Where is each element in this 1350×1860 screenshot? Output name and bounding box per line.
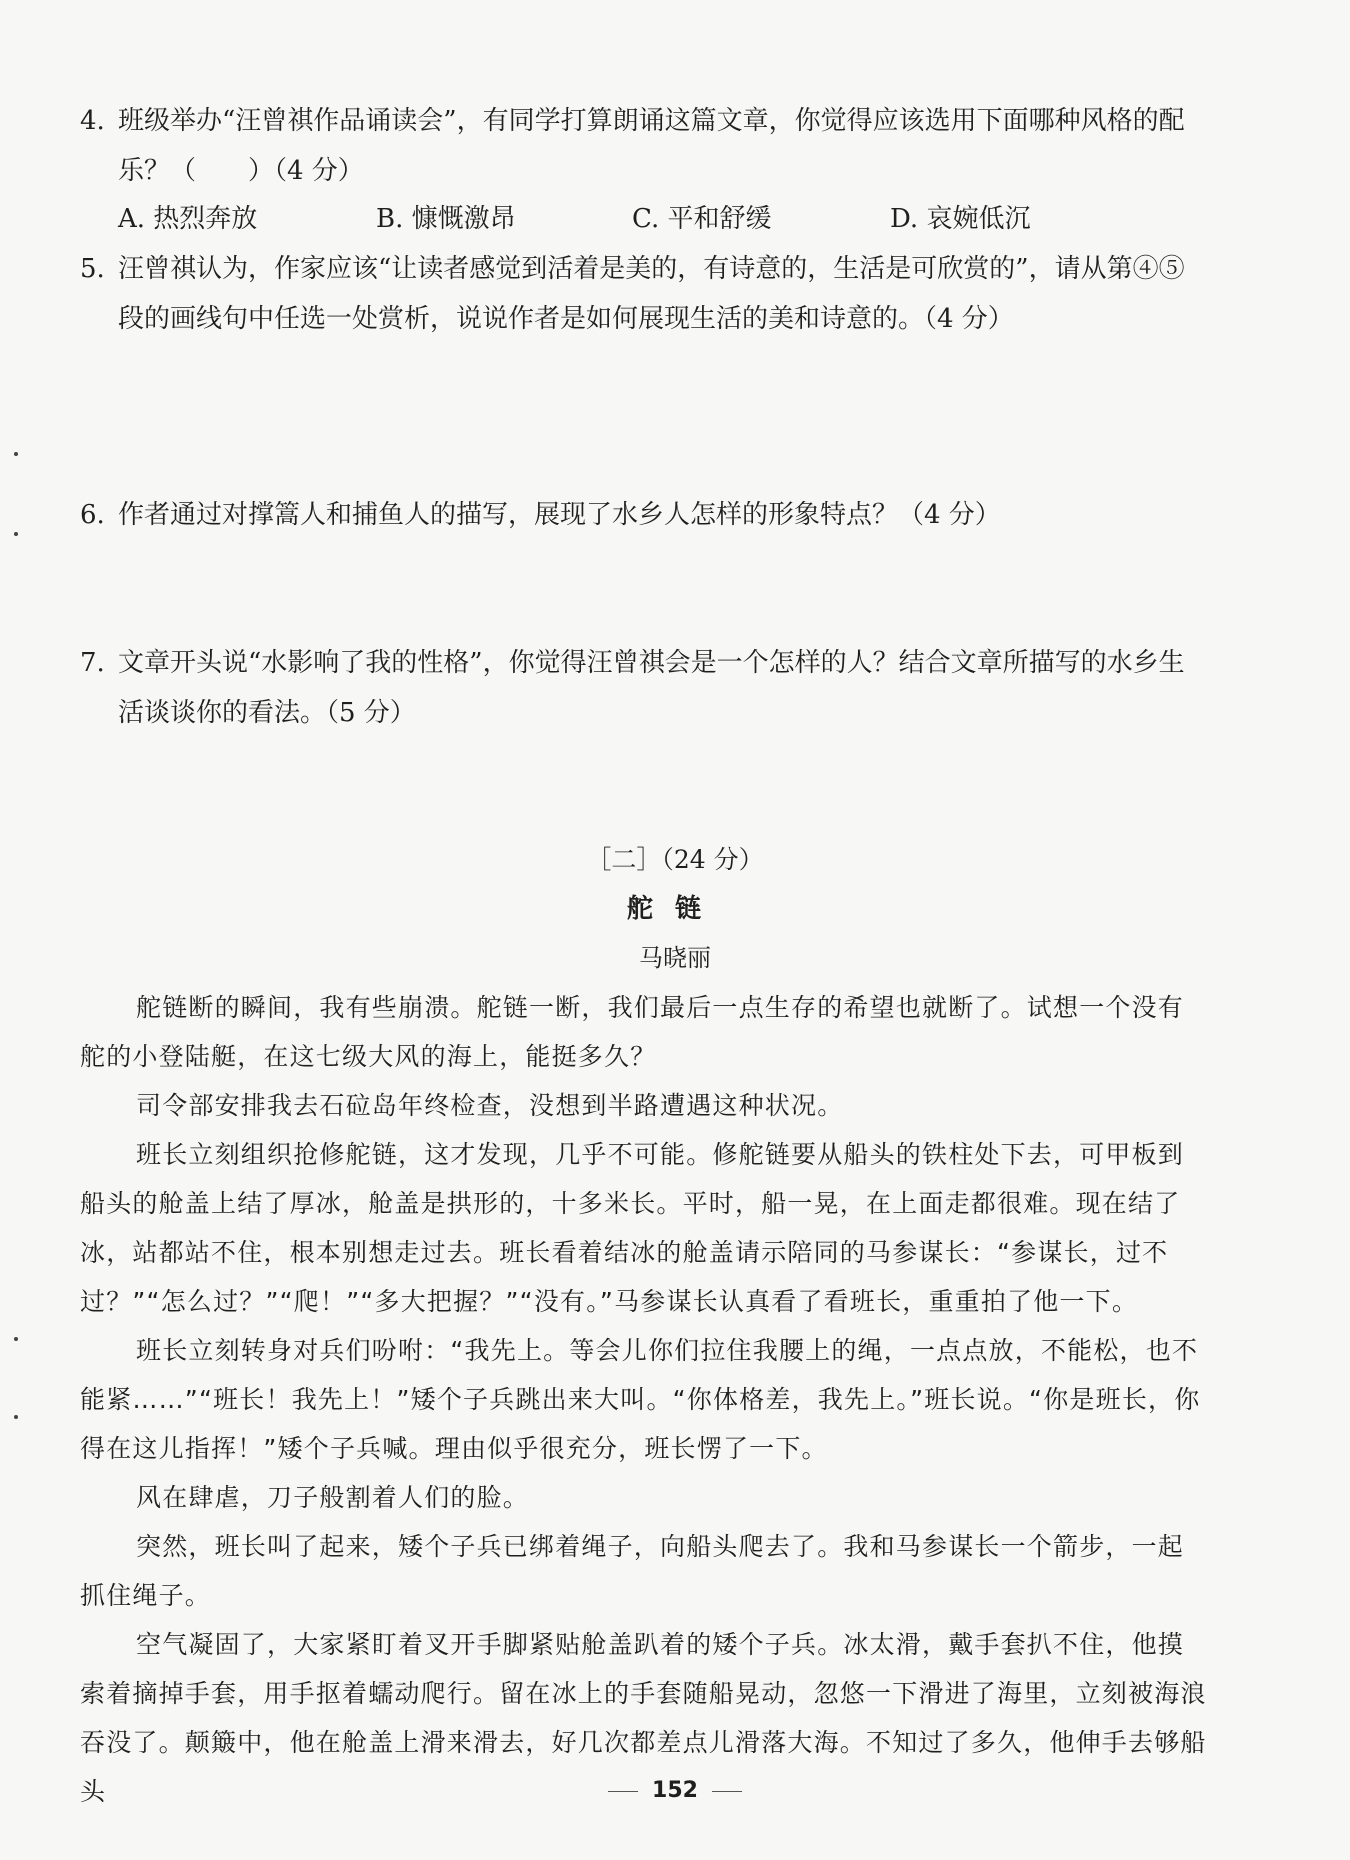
question-number: 6.	[80, 500, 105, 530]
footer-dash	[608, 1791, 638, 1792]
question-5	[80, 244, 1210, 344]
question-7	[80, 638, 1210, 738]
section-heading: ［二］（24 分）	[586, 845, 764, 874]
margin-mark	[14, 1337, 18, 1341]
question-text: 班级举办“汪曾祺作品诵读会”，有同学打算朗诵这篇文章，你觉得应该选用下面哪种风格的配乐？（ ）（4 分）	[118, 106, 1185, 186]
paragraph: 舵链断的瞬间，我有些崩溃。舵链一断，我们最后一点生存的希望也就断了。试想一个没有舵的小登陆艇，在这七级大风的海上，能挺多久？	[80, 993, 1185, 1071]
question-number: 7.	[80, 648, 105, 678]
paragraph: 风在肆虐，刀子般割着人们的脸。	[136, 1483, 530, 1512]
question-text: 作者通过对撑篙人和捕鱼人的描写，展现了水乡人怎样的形象特点？（4 分）	[118, 500, 1001, 530]
footer-dash	[712, 1791, 742, 1792]
question-number: 4.	[80, 106, 105, 136]
margin-mark	[14, 452, 18, 456]
paragraph: 突然，班长叫了起来，矮个子兵已绑着绳子，向船头爬去了。我和马参谋长一个箭步，一起抓住绳子。	[80, 1532, 1185, 1610]
page-number: 152	[652, 1778, 698, 1803]
answer-options	[118, 198, 1118, 238]
paragraph: 司令部安排我去石砬岛年终检查，没想到半路遭遇这种状况。	[136, 1091, 844, 1120]
option-d[interactable]: D. 哀婉低沉	[890, 204, 1031, 234]
question-text: 汪曾祺认为，作家应该“让读者感觉到活着是美的，有诗意的，生活是可欣赏的”，请从第④⑤段的画线句中任选一处赏析，说说作者是如何展现生活的美和诗意的。（4 分）	[118, 254, 1185, 334]
margin-mark	[14, 1415, 18, 1419]
paragraph: 空气凝固了，大家紧盯着叉开手脚紧贴舱盖趴着的矮个子兵。冰太滑，戴手套扒不住，他摸索着摘掉手套，用手抠着蠕动爬行。留在冰上的手套随船晃动，忽悠一下滑进了海里，立刻被海浪吞没了。颠簸中，他在舱盖上滑来滑去，好几次都差点儿滑落大海。不知过了多久，他伸手去够船头	[80, 1630, 1207, 1806]
question-text: 文章开头说“水影响了我的性格”，你觉得汪曾祺会是一个怎样的人？结合文章所描写的水乡生活谈谈你的看法。（5 分）	[118, 648, 1185, 728]
paragraph: 班长立刻组织抢修舵链，这才发现，几乎不可能。修舵链要从船头的铁柱处下去，可甲板到船头的舱盖上结了厚冰，舱盖是拱形的，十多米长。平时，船一晃，在上面走都很难。现在结了冰，站都站不住，根本别想走过去。班长看着结冰的舱盖请示陪同的马参谋长：“参谋长，过不过？”“怎么过？”“爬！”“多大把握？”“没有。”马参谋长认真看了看班长，重重拍了他一下。	[80, 1140, 1185, 1316]
question-4	[80, 96, 1210, 196]
option-c[interactable]: C. 平和舒缓	[632, 204, 772, 234]
question-number: 5.	[80, 254, 105, 284]
article-body	[80, 983, 1210, 1816]
option-a[interactable]: A. 热烈奔放	[118, 204, 258, 234]
article-author: 马晓丽	[639, 944, 711, 972]
option-b[interactable]: B. 慷慨激昂	[376, 204, 516, 234]
page-footer	[0, 1778, 1350, 1803]
question-6	[80, 490, 1210, 540]
paragraph: 班长立刻转身对兵们吩咐：“我先上。等会儿你们拉住我腰上的绳，一点点放，不能松，也不能紧……”“班长！我先上！”矮个子兵跳出来大叫。“你体格差，我先上。”班长说。“你是班长，你得在这儿指挥！”矮个子兵喊。理由似乎很充分，班长愣了一下。	[80, 1336, 1201, 1463]
margin-mark	[14, 532, 18, 536]
article-title: 舵链	[626, 894, 723, 924]
